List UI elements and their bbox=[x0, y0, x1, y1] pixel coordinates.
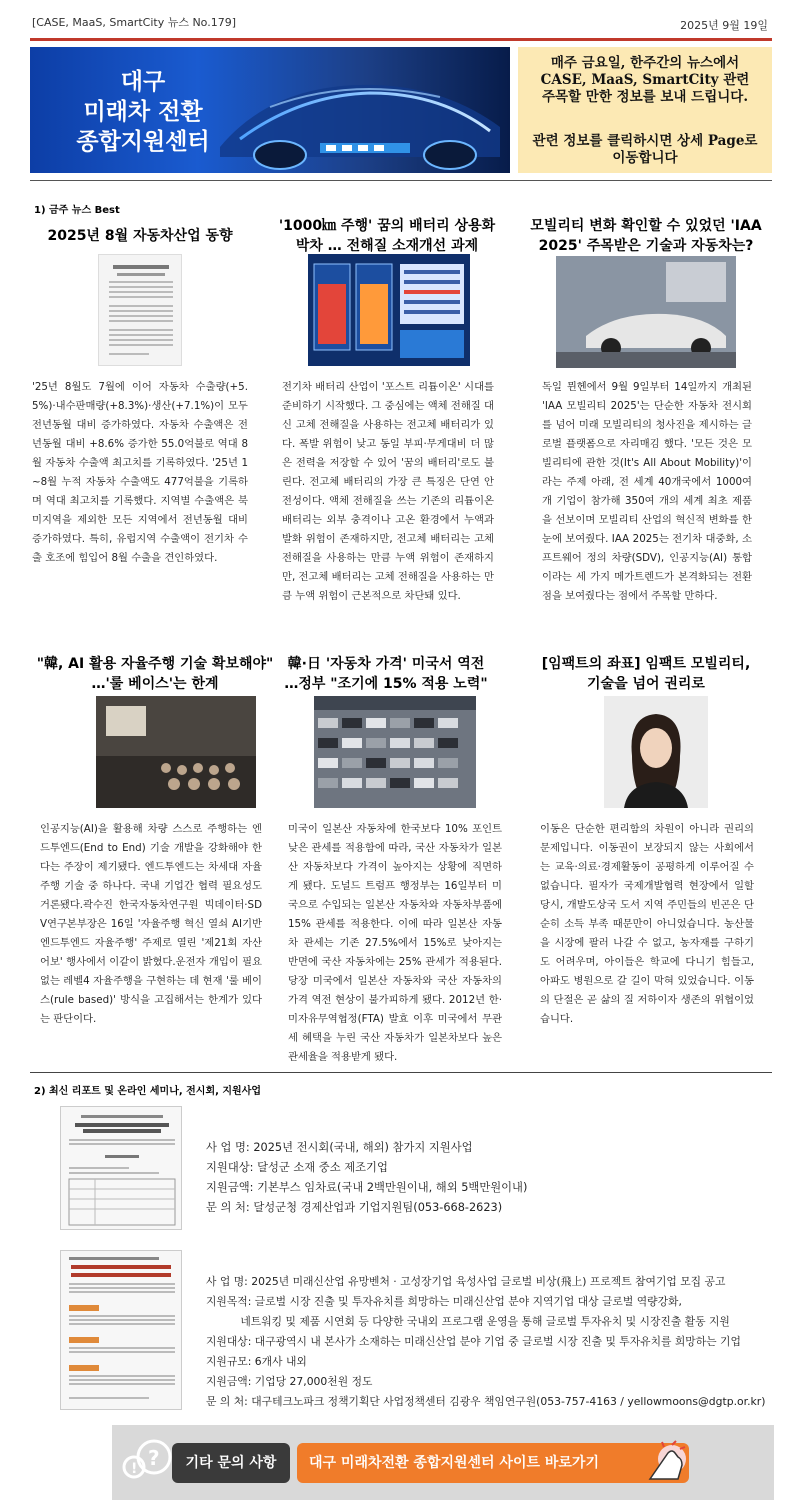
notice-value: 기업당 27,000천원 정도 bbox=[254, 1375, 373, 1388]
seminar-audience-photo-icon bbox=[96, 696, 256, 808]
notice-2-row bbox=[206, 1352, 772, 1372]
article-4-title[interactable] bbox=[30, 654, 280, 694]
report-document-icon bbox=[99, 255, 182, 366]
notice-value: 대구광역시 내 본사가 소재하는 미래신산업 분야 기업 중 글로벌 시장 진출 및 투자유치를 희망하는 기업 bbox=[254, 1335, 741, 1348]
notice-1 bbox=[206, 1138, 527, 1218]
newsletter-header bbox=[0, 0, 800, 40]
banner-title bbox=[58, 67, 228, 157]
issue-label: [CASE, MaaS, SmartCity 뉴스 No.179] bbox=[32, 16, 236, 29]
notice-value: 2025년 전시회(국내, 해외) 참가지 지원사업 bbox=[253, 1141, 473, 1154]
notice-key: 지원금액: bbox=[206, 1375, 255, 1388]
notice-1-row bbox=[206, 1138, 527, 1158]
notice-value: 네트워킹 및 제품 시연회 등 다양한 국내외 프로그램 운영을 통해 글로벌 투자유치 및 시장진출 활동 지원 bbox=[240, 1315, 730, 1328]
notice-key: 지원대상: bbox=[206, 1161, 258, 1174]
banner-line-2: 미래차 전환 bbox=[83, 99, 203, 125]
notice-key: 문 의 처: bbox=[206, 1201, 254, 1214]
notice-value: 달성군 소재 중소 제조기업 bbox=[257, 1161, 388, 1174]
svg-text:!: ! bbox=[131, 1461, 138, 1477]
inquiry-button[interactable]: 기타 문의 사항 bbox=[172, 1443, 290, 1483]
notice-key: 지원목적: bbox=[206, 1295, 255, 1308]
notice-value: 대구테크노파크 정책기획단 사업정책센터 김광우 책임연구원(053-757-4163 / yellowmoons@dgtp.or.kr) bbox=[251, 1395, 766, 1408]
banner-divider bbox=[30, 180, 772, 181]
concept-car-photo-icon bbox=[556, 256, 736, 368]
article-2-title-line-1[interactable]: '1000㎞ 주행' 꿈의 배터리 상용화 bbox=[278, 218, 496, 234]
pointing-hand-icon bbox=[642, 1439, 690, 1485]
notice-key: 지원규모: bbox=[206, 1355, 255, 1368]
issue-date: 2025년 9월 19일 bbox=[680, 19, 768, 32]
article-1-title-line-1[interactable]: 2025년 8월 자동차산업 동향 bbox=[47, 228, 233, 244]
notice-2-row bbox=[206, 1392, 772, 1412]
section-2-heading: 2) 최신 리포트 및 온라인 세미나, 전시회, 지원사업 bbox=[34, 1086, 262, 1097]
notice-key: 사 업 명: bbox=[206, 1141, 254, 1154]
intro-line-4: 관련 정보를 클릭하시면 상세 Page로 bbox=[532, 133, 758, 149]
svg-text:?: ? bbox=[148, 1446, 160, 1470]
intro-line-1: 매주 금요일, 한주간의 뉴스에서 bbox=[550, 55, 740, 71]
article-2-battery-image[interactable] bbox=[308, 254, 470, 366]
notice-1-thumbnail[interactable] bbox=[60, 1106, 182, 1230]
article-1-body: '25년 8월도 7월에 이어 자동차 수출량(+5.5%)·내수판매량(+8.3%)·생산(+7.1%)이 모두 전년동월 대비 증가하였다. 자동차 수출액은 전년동월 대비 +8.6% 증가한 55.0억불로 역대 8월 자동차 수출액 최고치를 기록하였다. '25년 1~8월 누적 자동차 수출액도 477억불을 기록하며 역대 최고치를 기록했다. 지역별 수출액은 북미지역을 제외한 모든 지역에서 전년동월 대비 증가하였다. 특히, 유럽지역 수출액이 전기차 수출 호조에 힘입어 8월 수출을 견인하였다. bbox=[32, 381, 248, 564]
article-3-body: 독일 뮌헨에서 9월 9일부터 14일까지 개최된 'IAA 모빌리티 2025'는 단순한 자동차 전시회를 넘어 미래 모빌리티의 청사진을 제시하는 글로벌 플랫폼으로 자리매김 했다. '모든 것은 모빌리티에 관한 것(It's All About Mobility)'이라는 주제 아래, 전 세계 40개국에서 1000여 개 기업이 참가해 350여 개의 세계 최초 제품을 선보이며 모빌리티 산업의 혁신적 변화를 한눈에 보여줬다. IAA 2025는 전기차 대중화, 소프트웨어 정의 차량(SDV), 인공지능(AI) 통합이라는 세 가지 메가트렌드가 본격화되는 전환점을 보여줬다는 점에서 주목할 만하다. bbox=[542, 381, 752, 602]
article-4-title-line-1[interactable]: "韓, AI 활용 자율주행 기술 확보해야" bbox=[36, 656, 274, 672]
article-3-iaa-photo[interactable] bbox=[556, 256, 736, 368]
center-banner[interactable] bbox=[30, 47, 510, 173]
site-link-button[interactable]: 대구 미래차전환 종합지원센터 사이트 바로가기 bbox=[297, 1443, 689, 1483]
article-5-title[interactable] bbox=[264, 654, 508, 694]
intro-line-5: 이동합니다 bbox=[612, 150, 678, 166]
notice-1-row bbox=[206, 1158, 527, 1178]
notice-document-icon bbox=[61, 1107, 182, 1230]
intro-line-3: 주목할 만한 정보를 보내 드립니다. bbox=[541, 89, 749, 105]
notice-2-row bbox=[206, 1292, 772, 1312]
banner-line-3: 종합지원센터 bbox=[76, 129, 210, 155]
article-2-body: 전기차 배터리 산업이 '포스트 리튬이온' 시대를 준비하기 시작했다. 그 중심에는 액체 전해질 대신 고체 전해질을 사용하는 전고체 배터리가 있다. 폭발 위험이 낮고 동일 부피·무게대비 더 많은 전력을 저장할 수 있어 '꿈의 배터리'로도 불린다. 전고체 배터리의 가장 큰 특징은 단연 안전성이다. 액체 전해질을 쓰는 기존의 리튬이온 배터리는 외부 충격이나 고온 환경에서 누액과 발화 위험이 존재하지만, 전고체 배터리는 고체 전해질을 사용하는 만큼 누액 위험이 존재하지 만, 전고체 배터리는 고체 전해질을 사용하는 만큼 누액 위험이 근본적으로 차단돼 있다. bbox=[282, 381, 494, 602]
question-bubble-icon bbox=[120, 1437, 174, 1485]
article-2-title-line-2[interactable]: 박차 … 전해질 소재개선 과제 bbox=[295, 238, 479, 254]
notice-value: 달성군청 경제산업과 기업지원팀(053-668-2623) bbox=[253, 1201, 503, 1214]
notice-key: 문 의 처: bbox=[206, 1395, 252, 1408]
article-3-title[interactable] bbox=[518, 216, 774, 256]
header-divider bbox=[30, 38, 772, 41]
article-5-cars-photo[interactable] bbox=[314, 696, 476, 808]
article-4-title-line-2[interactable]: …'룰 베이스'는 한계 bbox=[91, 676, 219, 692]
article-3-title-line-2[interactable]: 2025' 주목받은 기술과 자동차는? bbox=[538, 238, 754, 254]
notice-2-row bbox=[206, 1312, 772, 1332]
article-5-body: 미국이 일본산 자동차에 한국보다 10% 포인트 낮은 관세를 적용함에 따라, 국산 자동차가 일본산 자동차보다 가격이 높아지는 상황에 직면하게 됐다. 도널드 트럼프 행정부는 16일부터 미국으로 수입되는 일본산 자동차와 자동차부품에 15% 관세를 적용한다. 이에 따라 일본산 자동차 관세는 기존 27.5%에서 15%로 낮아지는 반면에 국산 자동차에는 25% 관세가 적용된다. 당장 미국에서 일본산 자동차와 국산 자동차의 가격 역전 현상이 불가피하게 됐다. 2012년 한·미자유무역협정(FTA) 발효 이후 미국에서 무관세 혜택을 누린 국산 자동차가 일본차보다 높은 관세율을 적용받게 됐다. bbox=[288, 823, 502, 1063]
notice-2-row bbox=[206, 1372, 772, 1392]
article-6-title[interactable] bbox=[518, 654, 774, 694]
article-1-title[interactable] bbox=[30, 226, 250, 246]
notice-key: 지원금액: bbox=[206, 1181, 258, 1194]
notice-document-icon bbox=[61, 1251, 182, 1410]
article-6-title-line-1[interactable]: [임팩트의 좌표] 임팩트 모빌리티, bbox=[541, 656, 751, 672]
banner-line-1: 대구 bbox=[120, 69, 166, 95]
notice-key bbox=[206, 1312, 240, 1332]
article-6-title-line-2[interactable]: 기술을 넘어 권리로 bbox=[587, 676, 705, 692]
battery-diagram-icon bbox=[308, 254, 470, 366]
article-1-report-thumbnail[interactable] bbox=[98, 254, 182, 366]
notice-1-row bbox=[206, 1178, 527, 1198]
article-6-author-photo[interactable] bbox=[604, 696, 708, 808]
article-5-title-line-2[interactable]: …정부 "조기에 15% 적용 노력" bbox=[284, 676, 488, 692]
car-illustration-icon bbox=[210, 47, 510, 173]
article-5-title-line-1[interactable]: 韓·日 '자동차 가격' 미국서 역전 bbox=[287, 656, 485, 672]
notice-key: 지원대상: bbox=[206, 1335, 255, 1348]
notice-2 bbox=[206, 1272, 772, 1412]
notice-key: 사 업 명: bbox=[206, 1275, 252, 1288]
notice-value: 기본부스 임차료(국내 2백만원이내, 해외 5백만원이내) bbox=[257, 1181, 528, 1194]
notice-2-row bbox=[206, 1272, 772, 1292]
parked-cars-photo-icon bbox=[314, 696, 476, 808]
notice-value: 6개사 내외 bbox=[254, 1355, 307, 1368]
author-portrait-icon bbox=[604, 696, 708, 808]
article-4-seminar-photo[interactable] bbox=[96, 696, 256, 808]
notice-value: 2025년 미래신산업 유망벤처 · 고성장기업 육성사업 글로벌 비상(飛上) 프로젝트 참여기업 모집 공고 bbox=[251, 1275, 726, 1288]
article-2-title[interactable] bbox=[262, 216, 512, 256]
notice-1-row bbox=[206, 1198, 527, 1218]
notice-2-thumbnail[interactable] bbox=[60, 1250, 182, 1410]
footer-bar bbox=[112, 1425, 774, 1500]
section-1-heading: 1) 금주 뉴스 Best bbox=[34, 205, 120, 216]
intro-box bbox=[518, 47, 772, 173]
section-divider bbox=[30, 1072, 772, 1073]
notice-2-row bbox=[206, 1332, 772, 1352]
notice-value: 글로벌 시장 진출 및 투자유치를 희망하는 미래신산업 분야 지역기업 대상 글로벌 역량강화, bbox=[254, 1295, 682, 1308]
article-6-body: 이동은 단순한 편리함의 차원이 아니라 권리의 문제입니다. 이동권이 보장되지 않는 사회에서는 교육·의료·경제활동이 공평하게 이루어질 수 없습니다. 필자가 국제개발협력 현장에서 일할 당시, 개발도상국 도서 지역 주민들의 빈곤은 단순히 소득 부족 때문만이 아니었습니다. 농산물을 시장에 팔러 나갈 수 없고, 농자재를 구하기도 어려우며, 아이들은 학교에 다니기 힘들고, 아파도 병원으로 갈 길이 막혀 있었습니다. 이동의 단절은 곧 삶의 질 저하이자 생존의 위협이었습니다. bbox=[540, 823, 754, 1025]
intro-line-2: CASE, MaaS, SmartCity 관련 bbox=[540, 72, 750, 88]
article-4-body: 인공지능(AI)을 활용해 차량 스스로 주행하는 엔드투엔드(End to End) 기술 개발을 강화해야 한다는 주장이 제기됐다. 엔드투엔드는 차세대 자율주행 기술 중 하나다. 국내 기업간 협력 필요성도 거론됐다.곽수진 한국자동차연구원 빅데이터·SDV연구본부장은 16일 '자율주행 혁신 열쇠 AI기반 엔드투엔드 자율주행' 주제로 열린 '제21회 자산어보' 행사에서 이같이 밝혔다.운전자 개입이 필요없는 레벨4 자율주행을 구현하는 데 현재 '룰 베이스(rule based)' 방식을 고집해서는 한계가 있다는 판단이다. bbox=[40, 823, 262, 1025]
article-3-title-line-1[interactable]: 모빌리티 변화 확인할 수 있었던 'IAA bbox=[530, 218, 762, 234]
